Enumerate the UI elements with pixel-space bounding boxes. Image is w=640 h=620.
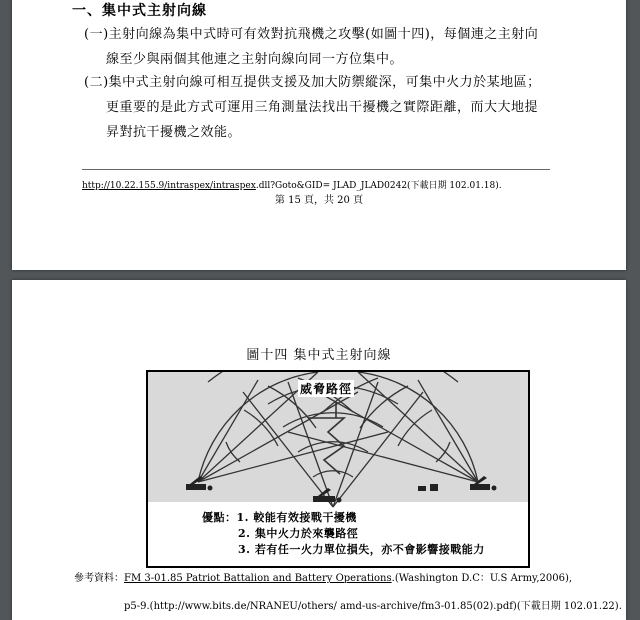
advantage-item-1: 1. 較能有效接戰干擾機: [236, 511, 357, 524]
page-number: 第 15 頁，共 20 頁: [274, 195, 364, 206]
figure-14-diagram: [146, 370, 530, 568]
footnote-link[interactable]: http://10.22.155.9/intraspex/intraspex: [82, 181, 256, 191]
document-page-16: [12, 280, 626, 620]
paragraph-2: [84, 70, 584, 145]
footnote: [82, 178, 502, 191]
footnote-text: .dll?Goto&GID= JLAD_JLAD0242(下載日期 102.01.18).: [255, 181, 502, 191]
paragraph-2-line-2: 更重要的是此方式可運用三角測量法找出干擾機之實際距離，而大大地提: [106, 100, 539, 115]
document-page-15: [12, 0, 626, 270]
threat-path-label: 威脅路徑: [300, 382, 353, 396]
paragraph-2-line-3: 昇對抗干擾機之效能。: [106, 125, 242, 140]
reference-title: FM 3-01.85 Patriot Battalion and Battery Operations: [124, 573, 392, 584]
paragraph-2-line-1: (二)集中式主射向線可相互提供支援及加大防禦縱深，可集中火力於某地區；: [84, 75, 541, 90]
paragraph-1-line-1: (一)主射向線為集中式時可有效對抗飛機之攻擊(如圖十四)，每個連之主射向: [84, 27, 539, 42]
reference-prefix: 參考資料：: [74, 573, 124, 584]
paragraph-1: [84, 22, 584, 72]
reference-publisher: .(Washington D.C：U.S Army,2006),: [391, 573, 573, 584]
advantage-item-2: 2. 集中火力於來襲路徑: [238, 527, 359, 540]
reference-url-line: p5-9.(http://www.bits.de/NRANEU/others/ amd-us-archive/fm3-01.85(02).pdf)(下載日期 102.01.22).: [124, 601, 622, 612]
section-heading: 一、集中式主射向線: [72, 3, 207, 19]
reference-citation: [74, 569, 572, 584]
advantage-item-3: 3. 若有任一火力單位損失，亦不會影響接戰能力: [238, 543, 485, 556]
paragraph-1-line-2: 線至少與兩個其他連之主射向線向同一方位集中。: [106, 52, 404, 67]
footnote-divider: [82, 169, 550, 170]
advantages-label: 優點：: [202, 511, 237, 524]
advantages-list: [202, 510, 485, 558]
figure-title: 圖十四 集中式主射向線: [246, 348, 392, 363]
